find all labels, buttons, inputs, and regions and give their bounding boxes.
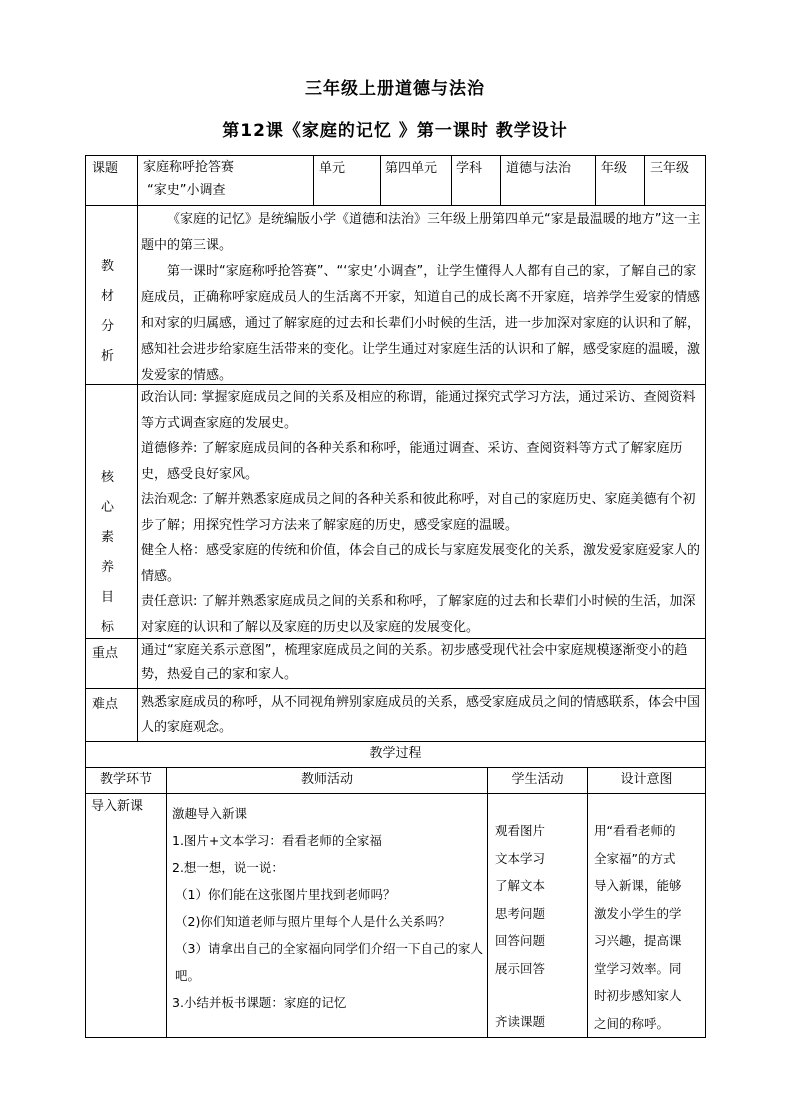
design-line: 堂学习效率。同 [594,960,682,976]
topic-value-line: 家庭称呼抢答赛 [143,160,235,175]
goal-item: 法治观念: 了解并熟悉家庭成员之间的各种关系和彼此称呼，对自己的家庭历史、家庭美德有个初步了解；用探究性学习方法来了解家庭的历史，感受家庭的温暖。 [141,492,696,533]
process-header-design: 设计意图 [620,772,673,787]
design-intent [594,817,704,1037]
goal-item: 健全人格：感受家庭的传统和价值，体会自己的成长与家庭发展变化的关系，激发爱家庭爱家人的情感。 [141,543,701,584]
goal-item: 政治认同: 掌握家庭成员之间的关系及相应的称谓，能通过探究式学习方法，通过采访、查阅资料等方式调查家庭的发展史。 [141,390,696,431]
design-line: 全家福”的方式 [594,850,676,866]
student-line: 展示回答 [495,960,546,976]
col-divider [587,767,588,1038]
design-line: 导入新课，能够 [594,878,682,893]
subject-label: 学科 [456,161,483,176]
goals-label-line: 核 心 [100,470,122,515]
goals-label-line: 素 养 [100,530,122,575]
key-point-label: 重点 [92,646,119,661]
col-divider [451,155,452,205]
student-line: 齐读课题 [495,1014,546,1029]
grade-label: 年级 [601,161,628,176]
col-divider [500,155,501,205]
teacher-line: 3.小结并板书课题：家庭的记忆 [172,995,347,1010]
topic-value-line: “家史”小调查 [147,183,226,198]
col-divider [380,155,381,205]
difficulty-label: 难点 [92,697,119,712]
topic-value [143,156,234,202]
col-divider [313,155,314,205]
goal-item: 道德修养: 了解家庭成员间的各种关系和称呼，能通过调查、采访、查阅资料等方式了解家庭历史，感受良好家风。 [141,441,683,482]
goals-content [141,385,702,640]
analysis-content [141,207,702,389]
unit-value: 第四单元 [385,161,438,176]
process-header-student: 学生活动 [511,772,564,787]
process-border-bottom [85,1037,706,1038]
col-divider [595,155,596,205]
student-line: 文本学习 [495,850,546,866]
unit-label: 单元 [319,161,346,176]
teacher-line: （3）请拿出自己的全家福向同学们介绍一下自己的家人吧。 [175,941,483,983]
table-border-left [85,155,86,742]
goal-item: 责任意识: 了解并熟悉家庭成员之间的关系和称呼，了解家庭的过去和长辈们小时候的生活，加深对家庭的认识和了解以及家庭的历史以及家庭的发展变化。 [141,594,696,635]
student-activity [495,817,585,1036]
goals-label [86,463,137,643]
analysis-label-line: 教 材 [100,259,122,304]
student-line: 回答问题 [495,933,546,948]
col-divider [487,767,488,1038]
process-stage: 导入新课 [91,799,144,814]
student-line: 思考问题 [495,905,546,921]
process-title: 教学过程 [369,746,422,761]
row-divider [85,793,706,794]
analysis-paragraph: 第一课时“家庭称呼抢答赛”、“‘家史’小调查”，让学生懂得人人都有自己的家，了解自己的家庭成员，正确称呼家庭成员人的生活离不开家，知道自己的成长离不开家庭，培养学生爱家的情感和对家的归属感，通过了解家庭的过去和长辈们小时候的生活，进一步加深对家庭的认识和了解，感知社会进步给家庭生活带来的变化。让学生通过对家庭生活的认识和了解，感受家庭的温暖，激发爱家的情感。 [141,264,701,383]
student-line: 了解文本 [495,878,546,893]
goals-label-line: 目 标 [100,590,122,635]
col-divider [137,155,138,742]
teacher-line: 激趣导入新课 [172,806,248,821]
key-point-text: 通过“家庭关系示意图”，梳理家庭成员之间的关系。初步感受现代社会中家庭规模逐渐变小的趋势，热爱自己的家和家人。 [141,643,688,682]
process-header-stage: 教学环节 [99,772,152,787]
col-divider [166,767,167,1038]
teacher-line: 1.图片+文本学习：看看老师的全家福 [172,833,382,848]
teacher-line: （2)你们知道老师与照片里每个人是什么关系吗？ [175,914,451,929]
design-line: 激发小学生的学 [594,905,682,921]
analysis-paragraph: 《家庭的记忆》是统编版小学《道德和法治》三年级上册第四单元“家是最温暖的地方”这一主题中的第三课。 [141,212,701,253]
col-divider [644,155,645,205]
teacher-activity [172,800,484,1016]
row-divider [85,688,706,689]
process-border-right [705,741,706,1038]
process-header-teacher: 教师活动 [300,772,353,787]
difficulty-text: 熟悉家庭成员的称呼，从不同视角辨别家庭成员的关系，感受家庭成员之间的情感联系，体会中国人的家庭观念。 [141,695,701,735]
analysis-label-line: 分 析 [100,319,122,364]
teacher-line: （1）你们能在这张图片里找到老师吗？ [175,887,396,902]
subject-value: 道德与法治 [506,161,572,176]
document-title: 三年级上册道德与法治 [305,79,485,99]
student-line: 观看图片 [495,823,546,838]
analysis-label [86,252,137,372]
design-line: 时初步感知家人 [594,988,682,1003]
teacher-line: 2.想一想，说一说： [172,860,284,875]
design-line: 习兴趣，提高课 [594,933,682,948]
topic-label: 课题 [92,161,119,176]
design-line: 之间的称呼。 [594,1015,670,1031]
design-line: 用“看看老师的 [594,823,676,838]
row-divider [85,205,706,206]
grade-value: 三年级 [650,161,690,176]
table-border-right [705,155,706,742]
lesson-title: 第12课《家庭的记忆 》第一课时 教学设计 [222,121,568,141]
